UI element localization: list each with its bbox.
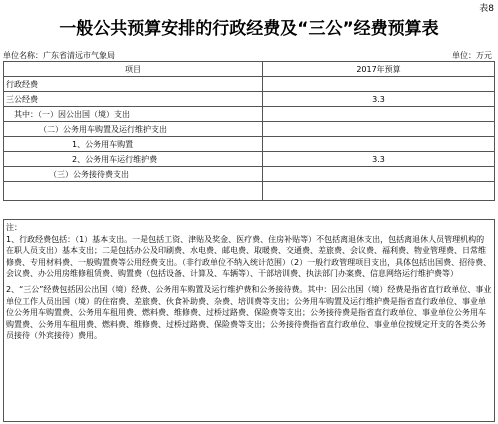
table-row [4,137,495,152]
unit-name: 单位名称：广东省清远市气象局 [3,51,115,60]
row-value: 3.3 [263,92,495,107]
header-item: 项目 [4,62,263,77]
header-budget: 2017年预算 [263,62,495,77]
budget-table [3,61,495,201]
unit-row [3,50,495,61]
row-label: 2、公务用车运行维护费 [4,152,263,167]
notes-box [3,219,495,422]
row-value [263,122,495,137]
notes-paragraph-2: 2、“三公”经费包括因公出国（境）经费、公务用车购置及运行维护费和公务接待费。其中：因公出国（境）经费是指省直行政单位、事业单位工作人员出国（境）的住宿费、差旅费、伙食补助费、杂费、培训费等支出；公务用车购置及运行维护费是指省直行政单位、事业单位公务用车购置费、公务用车租用费、燃料费、维修费、过桥过路费、保险费等支出；公务接待费是指省直行政单位、事业单位公务用车购置费、公务用车租用费、燃料费、维修费、过桥过路费、保险费等支出；公务接待费指省直行政单位、事业单位按规定开支的各类公务员接待（外宾接待）费用。 [6,284,492,341]
blank-cell [4,182,263,201]
row-label: 三公经费 [4,92,263,107]
row-value [263,137,495,152]
row-value: 3.3 [263,152,495,167]
row-value [263,107,495,122]
blank-cell [263,182,495,201]
page-title: 一般公共预算安排的行政经费及“三公”经费预算表 [59,19,439,39]
unit-label: 单位：万元 [452,51,492,60]
row-value [263,77,495,92]
page-tag: 表8 [479,4,494,14]
table-row [4,152,495,167]
table-row [4,77,495,92]
table-row [4,167,495,182]
row-label: 行政经费 [4,77,263,92]
table-header-row [4,62,495,77]
row-label: 其中：（一）因公出国（境）支出 [4,107,263,122]
table-row-blank [4,182,495,201]
table-row [4,92,495,107]
row-label: （三）公务接待费支出 [4,167,263,182]
notes-paragraph-1: 1、行政经费包括：（1）基本支出。一是包括工资、津贴及奖金、医疗费、住房补贴等）不包括离退休支出，包括离退休人员管理机构的在职人员支出）基本支出；二是包括办公及印刷费、水电费、邮电费、取暖费、交通费、差旅费、会议费、福利费、物业管理费、日常维修费、专用材料费、一般购置费等公用经费支出。（非行政单位不纳入统计范围）（2）一般行政管理项目支出，具体包括出国费、招待费、会议费、办公用房维修租赁费、购置费（包括设备、计算及、车辆等）、干部培训费、执法部门办案费、信息网络运行维护费等） [6,234,492,279]
row-value [263,167,495,182]
notes-heading: 注： [6,223,22,232]
table-row [4,107,495,122]
row-label: （二）公务用车购置及运行维护支出 [4,122,263,137]
row-label: 1、公务用车购置 [4,137,263,152]
table-row [4,122,495,137]
